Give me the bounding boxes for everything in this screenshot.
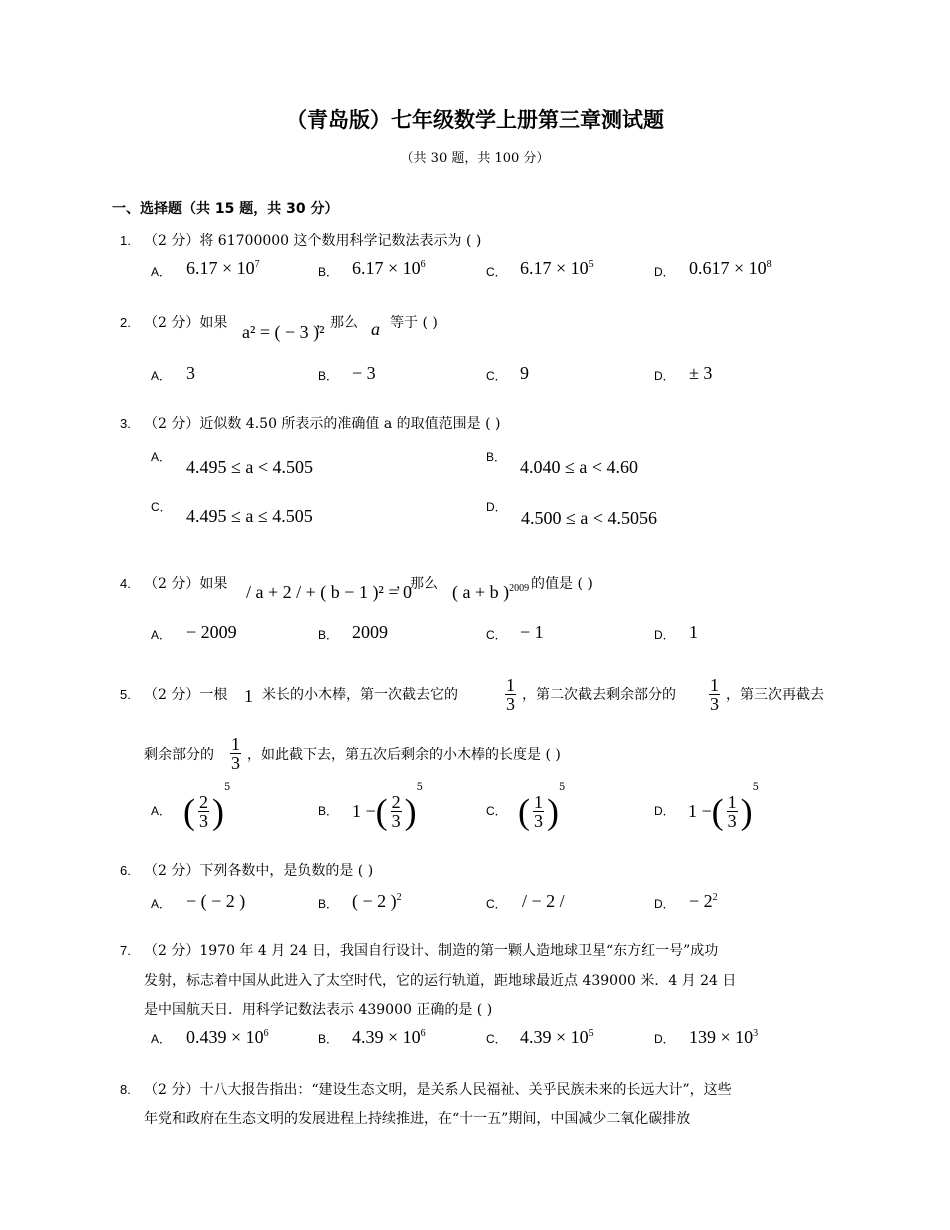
option-label: C． [486,804,507,818]
option-label: C． [486,628,507,642]
question-number-value: 1 [244,686,253,706]
page-title: （青岛版）七年级数学上册第三章测试题 [286,108,664,132]
option-b: $4.39 \times 10^6$ [352,1027,426,1047]
section-heading: 一、选择题（共 15 题，共 30 分） [112,201,339,217]
option-label: B． [318,265,339,279]
question-number: 3. [120,416,131,431]
fraction: $\frac{1}{3}$ [231,734,240,773]
option-label: D． [654,628,675,642]
option-c: / − 2 / [522,891,565,911]
page-subtitle: （共 30 题，共 100 分） [400,151,550,166]
option-c: 9 [520,363,529,383]
question-expression: a² = ( − 3 )² [242,322,325,342]
option-label: D． [654,265,675,279]
fraction: $\frac{1}{3}$ [506,675,515,714]
question-number: 4. [120,576,131,591]
option-c: − 1 [520,622,544,642]
question-text: 米长的小木棒，第一次截去它的 [262,687,458,703]
option-b: − 3 [352,363,376,383]
option-label: D． [486,500,507,514]
option-b: 4.040 ≤ a < 4.60 [520,457,639,477]
question-3: （2 分）近似数 4.50 所表示的准确值 a 的取值范围是 ( ) [144,416,501,432]
option-label: D． [654,804,675,818]
option-label: C． [486,897,507,911]
option-label: B． [318,628,339,642]
option-c: 4.495 ≤ a ≤ 4.505 [186,506,313,526]
points: （2 分） [144,233,200,249]
question-number: 2. [120,315,131,330]
question-number: 7. [120,943,131,958]
question-text: ，如此截下去，第五次后剩余的小木棒的长度是 ( ) [247,747,561,763]
option-a: − ( − 2 ) [186,891,246,911]
option-label: D． [654,369,675,383]
question-6: （2 分）下列各数中，是负数的是 ( ) [144,863,374,879]
question-text: 的值是 ( ) [531,576,593,592]
option-label: B． [318,804,339,818]
option-label: A． [151,897,172,911]
option-b: 1 −( $\frac{2}{3}$ )$^5$ [352,782,424,832]
question-text: ，那么 [316,315,358,331]
question-2: （2 分）如果 [144,315,228,331]
option-d: ± 3 [689,363,713,383]
question-5: （2 分）一根 [144,687,228,703]
option-a: $6.17 \times 10^7$ [186,258,260,278]
option-label: A． [151,265,172,279]
option-c: $4.39 \times 10^5$ [520,1027,594,1047]
question-expression: / a + 2 / + ( b − 1 )² = 0 [246,582,412,602]
option-label: C． [486,1032,507,1046]
option-d: $139 \times 10^3$ [689,1027,759,1047]
option-label: A． [151,369,172,383]
option-d: 1 −( $\frac{1}{3}$ )$^5$ [688,782,760,832]
option-b: $6.17 \times 10^6$ [352,258,426,278]
question-1 [144,230,481,250]
option-b: ( − 2 )$^2$ [352,891,402,911]
question-text: 等于 ( ) [390,315,438,331]
option-a: $0.439 \times 10^6$ [186,1027,269,1047]
option-label: D． [654,1032,675,1046]
question-text: 发射，标志着中国从此进入了太空时代，它的运行轨道，距地球最近点 439000 米．4 月 24 日 [144,973,737,989]
option-b: 2009 [352,622,388,642]
option-a: − 2009 [186,622,237,642]
option-label: C． [151,500,172,514]
option-label: C． [486,369,507,383]
option-a: ( $\frac{2}{3}$ )$^5$ [183,782,231,832]
question-text: 将 61700000 这个数用科学记数法表示为 ( ) [199,233,482,249]
question-number: 1. [120,233,131,248]
question-text: 是中国航天日．用科学记数法表示 439000 正确的是 ( ) [144,1002,493,1018]
option-label: B． [318,897,339,911]
option-label: B． [486,450,507,464]
fraction: $\frac{1}{3}$ [710,675,719,714]
question-8: （2 分）十八大报告指出：“建设生态文明，是关系人民福祉、关乎民族未来的长远大计”，这些 [144,1082,732,1098]
option-label: A． [151,628,172,642]
option-c: $6.17 \times 10^5$ [520,258,594,278]
option-label: C． [486,265,507,279]
option-label: B． [318,369,339,383]
question-text: 年党和政府在生态文明的发展进程上持续推进，在“十一五”期间，中国减少二氧化碳排放 [144,1111,691,1127]
question-number: 6. [120,863,131,878]
option-label: A． [151,1032,172,1046]
question-7: （2 分）1970 年 4 月 24 日，我国自行设计、制造的第一颗人造地球卫星“东方红一号”成功 [144,943,719,959]
question-text: 剩余部分的 [144,747,214,763]
option-d: 1 [689,622,698,642]
question-text: ，第三次再截去 [726,687,824,703]
option-a: 3 [186,363,195,383]
option-d: 4.500 ≤ a < 4.5056 [521,508,658,528]
question-number: 8. [120,1082,131,1097]
option-d: $0.617 \times 10^8$ [689,258,772,278]
option-label: A． [151,804,172,818]
option-label: D． [654,897,675,911]
question-variable: a [371,319,380,339]
question-expression: ( a + b )$^{2009}$ [452,582,530,602]
option-c: ( $\frac{1}{3}$ )$^5$ [518,782,566,832]
option-d: − $2^2$ [689,891,718,911]
question-text: ，第二次截去剩余部分的 [522,687,676,703]
question-4: （2 分）如果 [144,576,228,592]
option-label: A． [151,450,172,464]
question-number: 5. [120,687,131,702]
option-label: B． [318,1032,339,1046]
option-a: 4.495 ≤ a < 4.505 [186,457,314,477]
question-text: ，那么 [396,576,438,592]
